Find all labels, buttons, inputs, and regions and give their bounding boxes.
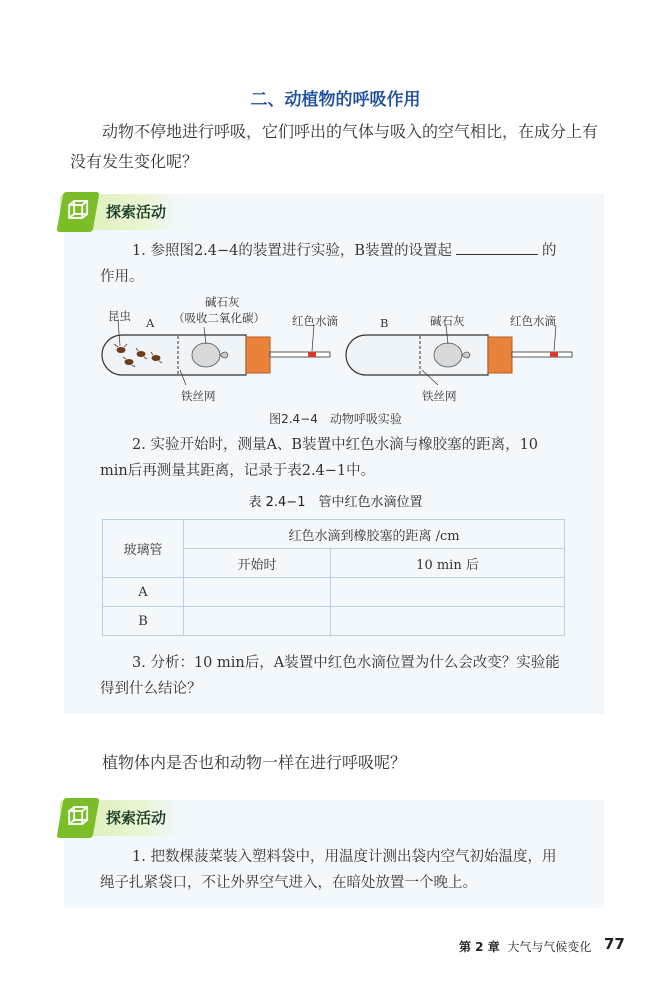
footer-chapter	[459, 938, 591, 955]
rubber-stopper-a	[246, 337, 270, 373]
activity-header-1	[60, 194, 178, 230]
label-soda-lime-a: 碱石灰	[205, 295, 240, 309]
label-red-drop-a: 红色水滴	[292, 314, 338, 328]
label-red-drop-b: 红色水滴	[510, 314, 556, 328]
tube-a	[102, 320, 330, 385]
table-row	[103, 578, 565, 607]
red-water-drop-a	[308, 352, 316, 357]
activity1-item1: 1. 参照图2.4−4的装置进行实验，B装置的设置起 的作用。	[100, 238, 570, 290]
activity-header-2	[60, 800, 178, 836]
cube-network-icon	[56, 192, 99, 232]
soda-lime-bag-a	[192, 343, 220, 367]
header-start: 开始时	[184, 549, 331, 578]
row-label-a: A	[103, 578, 184, 607]
label-soda-lime-note: （吸收二氧化碳）	[173, 311, 265, 325]
tube-b	[346, 325, 572, 385]
results-table	[102, 519, 565, 636]
cell-b-start[interactable]	[184, 607, 331, 636]
activity1-item2: 2. 实验开始时，测量A、B装置中红色水滴与橡胶塞的距离，10 min后再测量其距离，记录于表2.4−1中。	[100, 437, 539, 479]
cell-a-after[interactable]	[331, 578, 565, 607]
header-distance: 红色水滴到橡胶塞的距离 /cm	[184, 520, 565, 549]
cell-a-start[interactable]	[184, 578, 331, 607]
plant-question: 植物体内是否也和动物一样在进行呼吸呢？	[102, 753, 407, 772]
chapter-title: 大气与气候变化	[507, 940, 592, 954]
capillary-tube-b	[512, 352, 572, 357]
activity2-item1: 1. 把数棵菠菜装入塑料袋中，用温度计测出袋内空气初始温度，用绳子扎紧袋口，不让外界空气进入，在暗处放置一个晚上。	[100, 849, 557, 891]
soda-lime-bag-b	[434, 343, 462, 367]
activity-label: 探索活动	[106, 203, 167, 221]
cell-b-after[interactable]	[331, 607, 565, 636]
table-title: 表 2.4−1 管中红色水滴位置	[248, 495, 423, 510]
red-water-drop-b	[550, 352, 558, 357]
header-after: 10 min 后	[331, 549, 565, 578]
label-a: A	[146, 316, 155, 330]
intro-paragraph: 动物不停地进行呼吸，它们呼出的气体与吸入的空气相比，在成分上有没有发生变化呢？	[70, 122, 599, 171]
table-row	[103, 607, 565, 636]
capillary-tube-a	[270, 352, 330, 357]
label-wire-mesh-a: 铁丝网	[181, 389, 216, 403]
activity-label: 探索活动	[106, 809, 167, 827]
row-label-b: B	[103, 607, 184, 636]
rubber-stopper-b	[488, 337, 512, 373]
header-tube: 玻璃管	[103, 520, 184, 578]
activity1-item3: 3. 分析：10 min后，A装置中红色水滴位置为什么会改变？实验能得到什么结论？	[100, 655, 560, 697]
label-wire-mesh-b: 铁丝网	[422, 389, 457, 403]
label-soda-lime-b: 碱石灰	[430, 314, 465, 328]
figure-caption: 图2.4−4 动物呼吸实验	[269, 412, 402, 426]
activity-box-2	[64, 800, 604, 908]
label-insects: 昆虫	[108, 309, 131, 323]
section-title: 二、动植物的呼吸作用	[250, 90, 421, 110]
label-b: B	[380, 316, 389, 330]
chapter-number: 第 2 章	[459, 940, 500, 954]
fill-in-blank	[456, 238, 538, 255]
page-number: 77	[604, 935, 625, 953]
cube-network-icon	[56, 798, 99, 838]
